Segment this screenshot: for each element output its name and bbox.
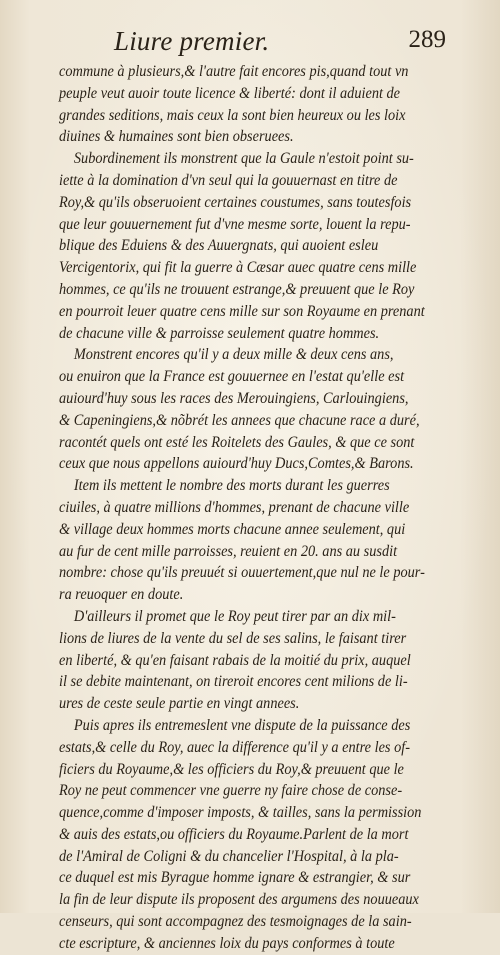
text-line: la fin de leur dispute ils proposent des argumens des nouueaux [59, 891, 419, 909]
text-line: diuines & humaines sont bien obseruees. [59, 128, 294, 146]
text-line: D'ailleurs il promet que le Roy peut tirer par an dix mil- [73, 607, 396, 625]
text-line: Item ils mettent le nombre des morts durant les guerres [73, 477, 390, 495]
text-line: cte escripture, & anciennes loix du pays conformes à toute [59, 934, 395, 952]
running-title: Liure premier. [114, 26, 270, 56]
text-line: ou enuiron que la France est gouuernee en l'estat qu'elle est [59, 368, 405, 386]
text-line: & village deux hommes morts chacune annee seulement, qui [59, 520, 406, 538]
text-line: ciuiles, à quatre millions d'hommes, prenant de chacune ville [59, 498, 410, 516]
text-line: de l'Amiral de Coligni & du chancelier l'Hospital, à la pla- [59, 847, 399, 865]
text-line: ures de ceste seule partie en vingt annees. [59, 695, 300, 713]
text-line: censeurs, qui sont accompagnez des tesmoignages de la sain- [59, 913, 412, 931]
text-line: & Capeningiens,& nõbrét les annees que chacune race a duré, [59, 411, 420, 429]
text-line: de chacune ville & parroisse seulement quatre hommes. [59, 324, 380, 342]
text-line: Roy ne peut commencer vne guerre ny faire chose de conse- [59, 782, 403, 800]
text-line: peuple veut auoir toute licence & liberté: dont il aduient de [59, 84, 401, 102]
text-line: racontét quels ont esté les Roitelets des Gaules, & que ce sont [59, 433, 415, 451]
text-line: au fur de cent mille parroisses, reuient en 20. ans au susdit [59, 542, 398, 560]
text-line: quence,comme d'imposer imposts, & tailles, sans la permission [59, 804, 422, 822]
text-line: ceux que nous appellons auiourd'huy Ducs,Comtes,& Barons. [59, 455, 414, 473]
text-line: ce duquel est mis Byrague homme ignare & estrangier, & sur [59, 869, 411, 887]
page-number: 289 [408, 26, 446, 53]
text-line: & auis des estats,ou officiers du Royaume.Parlent de la mort [59, 825, 409, 843]
text-line: il se debite maintenant, on tireroit encores cent milions de li- [59, 673, 408, 691]
text-line: Roy,& qu'ils obseruoient certaines coustumes, sans toutesfois [59, 193, 412, 211]
text-line: que leur gouuernement fut d'vne mesme sorte, louent la repu- [59, 215, 411, 233]
text-line: commune à plusieurs,& l'autre fait encores pis,quand tout vn [59, 63, 409, 80]
text-line: Puis apres ils entremeslent vne dispute de la puissance des [73, 716, 411, 734]
text-line: en liberté, & qu'en faisant rabais de la moitié du prix, auquel [59, 651, 411, 669]
text-line: blique des Eduiens & des Auuergnats, qui auoient esleu [59, 237, 379, 255]
text-line: ficiers du Royaume,& les officiers du Roy,& preuuent que le [59, 760, 404, 778]
text-line: lions de liures de la vente du sel de ses salins, le faisant tirer [59, 629, 407, 647]
text-line: grandes seditions, mais ceux la sont bien heureux ou les loix [59, 106, 406, 124]
text-line: iette à la domination d'vn seul qui la gouuernast en titre de [59, 171, 398, 189]
text-line: auiourd'huy sous les races des Merouingiens, Carlouingiens, [59, 389, 409, 407]
text-line: ra reuoquer en doute. [59, 586, 184, 604]
text-line: estats,& celle du Roy, auec la difference qu'il y a entre les of- [59, 738, 410, 756]
text-line: Subordinement ils monstrent que la Gaule n'estoit point su- [73, 150, 414, 168]
text-line: Vercigentorix, qui fit la guerre à Cæsar auec quatre cens mille [59, 259, 417, 277]
body-text [59, 61, 425, 955]
page-header [60, 26, 446, 60]
text-line: Monstrent encores qu'il y a deux mille & deux cens ans, [73, 346, 394, 364]
text-line: en pourroit leuer quatre cens mille sur son Royaume en prenant [59, 302, 425, 320]
text-line: hommes, ce qu'ils ne trouuent estrange,& preuuent que le Roy [59, 280, 415, 298]
text-line: nombre: chose qu'ils preuuét si ouuertement,que nul ne le pour- [59, 564, 425, 582]
